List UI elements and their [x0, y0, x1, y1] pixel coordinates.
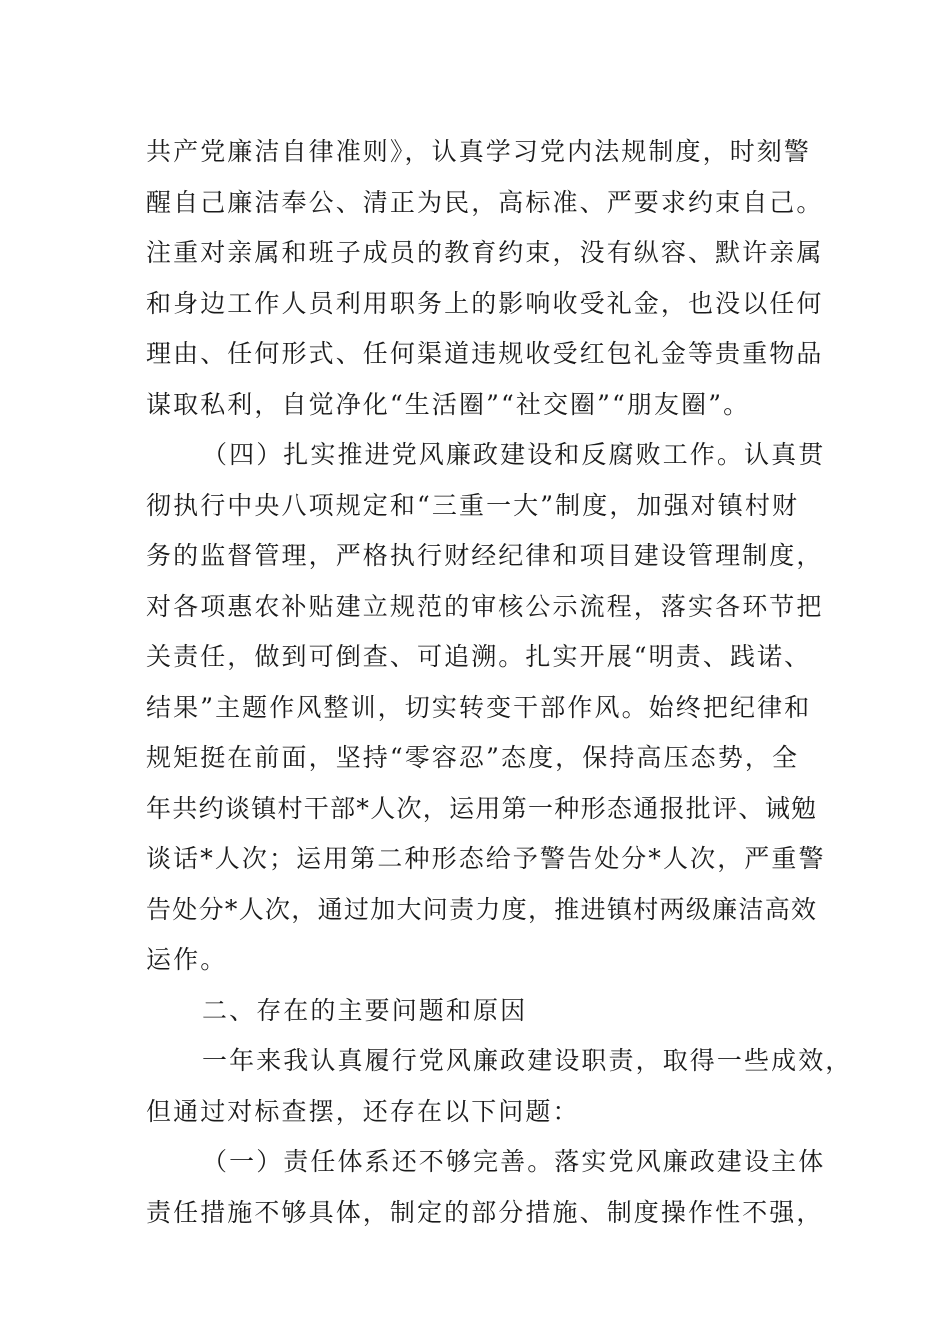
text-line: 对各项惠农补贴建立规范的审核公示流程，落实各环节把 — [146, 591, 824, 621]
text-line: 谋取私利，自觉净化“生活圈”“社交圈”“朋友圈”。 — [146, 389, 751, 419]
text-line: 规矩挺在前面，坚持“零容忍”态度，保持高压态势，全 — [146, 743, 800, 772]
text-line: 醒自己廉洁奉公、清正为民，高标准、严要求约束自己。 — [146, 187, 824, 217]
text-line: 运作。 — [146, 945, 228, 974]
section-title: 二、存在的主要问题和原因 — [202, 995, 528, 1025]
text-line: 共产党廉洁自律准则》，认真学习党内法规制度，时刻警 — [146, 137, 812, 166]
paragraph-start-line: 一年来我认真履行党风廉政建设职责，取得一些成效， — [202, 1046, 853, 1075]
section-heading-line: （四）扎实推进党风廉政建设和反腐败工作。认真贯 — [202, 440, 826, 469]
text-line: 关责任，做到可倒查、可追溯。扎实开展“明责、践诺、 — [146, 642, 812, 671]
text-line: 理由、任何形式、任何渠道违规收受红包礼金等贵重物品 — [146, 339, 824, 368]
text-line: 和身边工作人员利用职务上的影响收受礼金，也没以任何 — [146, 288, 824, 318]
text-line: 告处分*人次，通过加大问责力度，推进镇村两级廉洁高效 — [146, 894, 818, 924]
text-line: 注重对亲属和班子成员的教育约束，没有纵容、默许亲属 — [146, 238, 824, 267]
text-line: 结果”主题作风整训，切实转变干部作风。始终把纪律和 — [146, 692, 812, 722]
section-heading-line: （一）责任体系还不够完善。落实党风廉政建设主体 — [202, 1147, 826, 1176]
document-body — [146, 127, 853, 1238]
text-line: 彻执行中央八项规定和“三重一大”制度，加强对镇村财 — [146, 490, 800, 520]
text-line: 但通过对标查摆，还存在以下问题： — [146, 1096, 580, 1126]
text-line: 责任措施不够具体，制定的部分措施、制度操作性不强， — [146, 1197, 824, 1227]
text-line: 年共约谈镇村干部*人次，运用第一种形态通报批评、诫勉 — [146, 793, 818, 823]
text-line: 谈话*人次；运用第二种形态给予警告处分*人次，严重警 — [146, 844, 826, 873]
text-line: 务的监督管理，严格执行财经纪律和项目建设管理制度， — [146, 541, 824, 570]
